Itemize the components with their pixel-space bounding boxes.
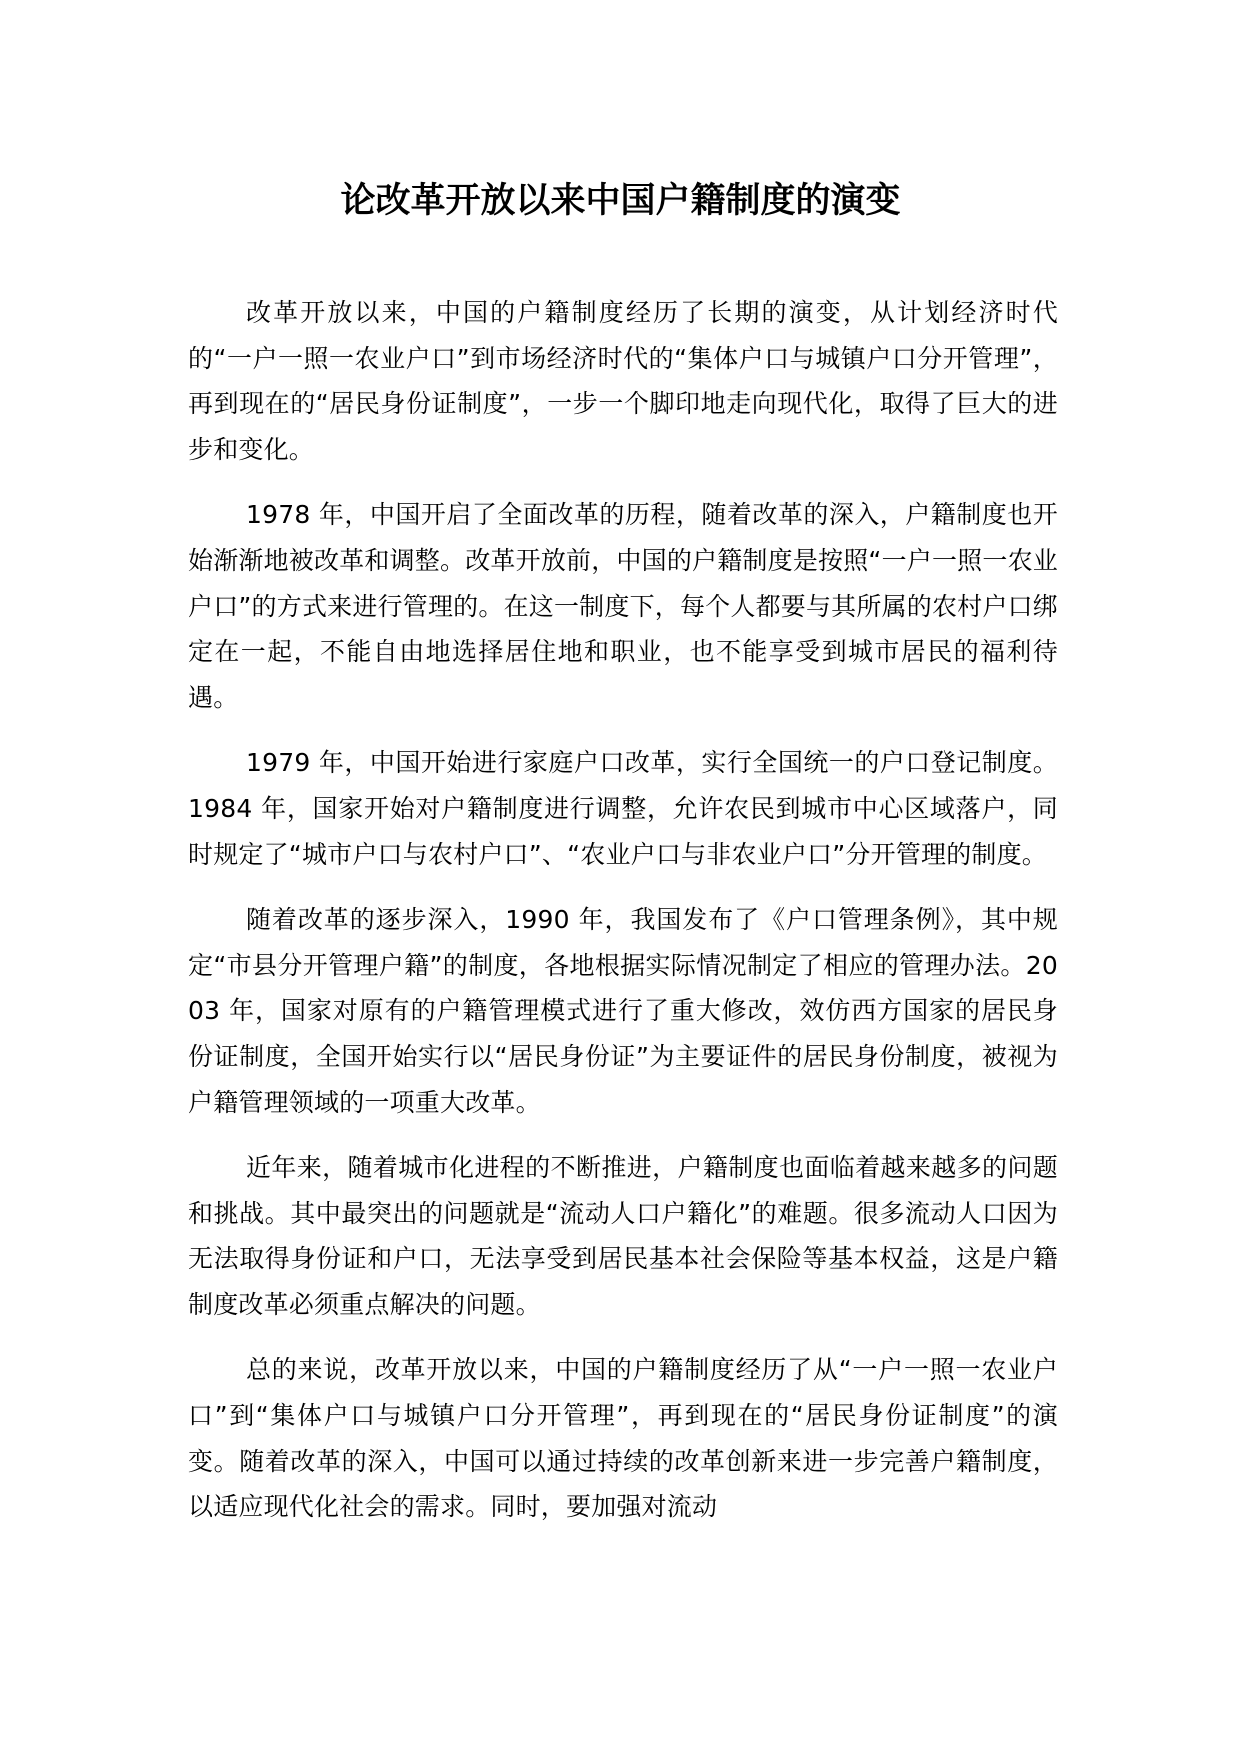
document-title: 论改革开放以来中国户籍制度的演变 [340,181,901,221]
document-body [188,290,1058,1550]
paragraph-summary: 总的来说，改革开放以来，中国的户籍制度经历了从“一户一照一农业户口”到“集体户口与城镇户口分开管理”，再到现在的“居民身份证制度”的演变。随着改革的深入，中国可以通过持续的改革创新来进一步完善户籍制度，以适应现代化社会的需求。同时，要加强对流动 [188,1355,1058,1522]
paragraph-1990: 随着改革的逐步深入，1990 年，我国发布了《户口管理条例》，其中规定“市县分开管理户籍”的制度，各地根据实际情况制定了相应的管理办法。2003 年，国家对原有的户籍管理模式进行了重大修改，效仿西方国家的居民身份证制度，全国开始实行以“居民身份证”为主要证件的居民身份制度，被视为户籍管理领域的一项重大改革。 [188,905,1058,1117]
paragraph-recent: 近年来，随着城市化进程的不断推进，户籍制度也面临着越来越多的问题和挑战。其中最突出的问题就是“流动人口户籍化”的难题。很多流动人口因为无法取得身份证和户口，无法享受到居民基本社会保险等基本权益，这是户籍制度改革必须重点解决的问题。 [188,1153,1058,1319]
paragraph-intro: 改革开放以来，中国的户籍制度经历了长期的演变，从计划经济时代的“一户一照一农业户口”到市场经济时代的“集体户口与城镇户口分开管理”，再到现在的“居民身份证制度”，一步一个脚印地走向现代化，取得了巨大的进步和变化。 [188,298,1058,464]
paragraph-1979: 1979 年，中国开始进行家庭户口改革，实行全国统一的户口登记制度。1984 年，国家开始对户籍制度进行调整，允许农民到城市中心区域落户，同时规定了“城市户口与农村户口”、“农业户口与非农业户口”分开管理的制度。 [188,748,1058,869]
paragraph-1978: 1978 年，中国开启了全面改革的历程，随着改革的深入，户籍制度也开始渐渐地被改革和调整。改革开放前，中国的户籍制度是按照“一户一照一农业户口”的方式来进行管理的。在这一制度下，每个人都要与其所属的农村户口绑定在一起，不能自由地选择居住地和职业，也不能享受到城市居民的福利待遇。 [188,500,1058,712]
